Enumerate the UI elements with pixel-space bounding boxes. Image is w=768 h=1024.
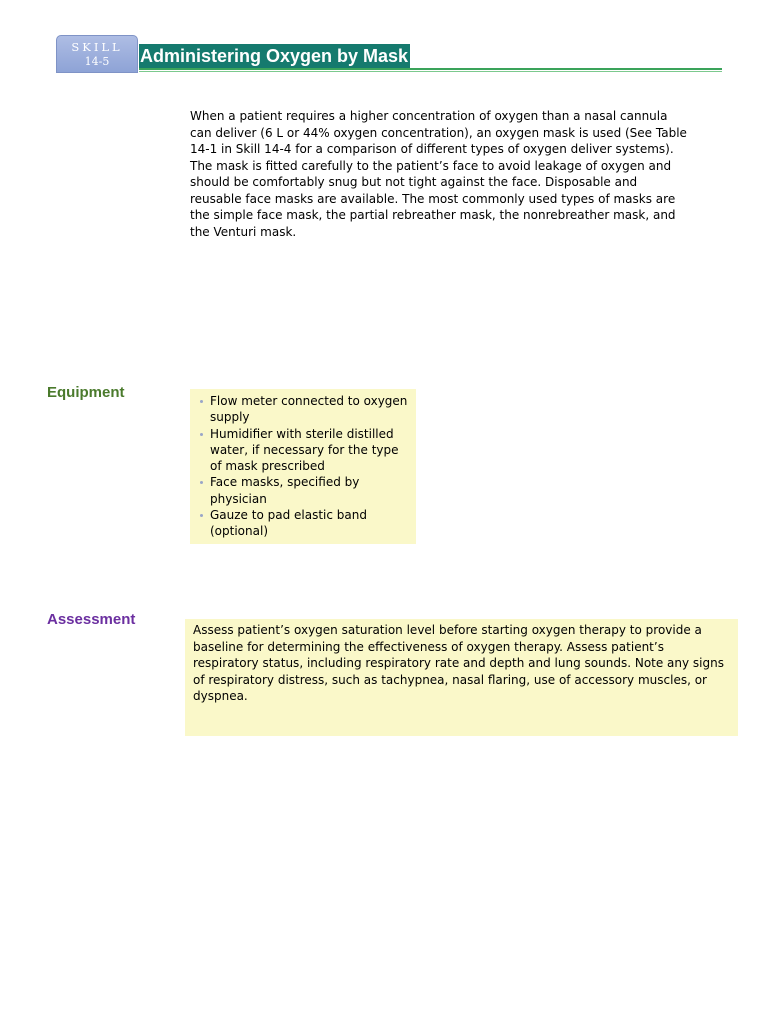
bullet-icon — [200, 514, 203, 517]
list-item — [196, 474, 410, 507]
page-title: Administering Oxygen by Mask — [140, 46, 409, 66]
assessment-heading: Assessment — [47, 611, 136, 628]
list-item — [196, 507, 410, 540]
equipment-heading: Equipment — [47, 384, 125, 401]
list-item — [196, 426, 410, 475]
skill-number: 14-5 — [84, 55, 110, 68]
title-rule-thin — [139, 71, 722, 72]
bullet-icon — [200, 481, 203, 484]
bullet-icon — [200, 400, 203, 403]
equipment-item-text: Humidifier with sterile distilled water, if necessary for the type of mask prescribed — [210, 426, 399, 474]
equipment-item-text: Face masks, specified by physician — [210, 475, 360, 506]
equipment-list-box — [190, 389, 416, 544]
assessment-text: Assess patient’s oxygen saturation level before starting oxygen therapy to provide a baseline for determining the effectiveness of oxygen therapy. Assess patient’s respiratory status, including respiratory rate and depth and lung sounds. Note any signs of respiratory distress, such as tachypnea, nasal flaring, use of accessory muscles, or dyspnea. — [193, 623, 724, 703]
equipment-item-text: Flow meter connected to oxygen supply — [210, 394, 408, 425]
equipment-item-text: Gauze to pad elastic band (optional) — [210, 508, 367, 539]
skill-tab — [56, 35, 138, 73]
assessment-box — [185, 619, 738, 736]
list-item — [196, 393, 410, 426]
equipment-list — [196, 393, 410, 540]
skill-label: SKILL — [71, 40, 123, 54]
intro-paragraph: When a patient requires a higher concentration of oxygen than a nasal cannula can deliver (6 L or 44% oxygen concentration), an oxygen mask is used (See Table 14-1 in Skill 14-4 for a comparison of different types of oxygen deliver systems). The mask is fitted carefully to the patient’s face to avoid leakage of oxygen and should be comfortably snug but not tight against the face. Disposable and reusable face masks are available. The most commonly used types of masks are the simple face mask, the partial rebreather mask, the nonrebreather mask, and the Venturi mask. — [190, 109, 687, 239]
title-rule — [139, 68, 722, 70]
bullet-icon — [200, 433, 203, 436]
